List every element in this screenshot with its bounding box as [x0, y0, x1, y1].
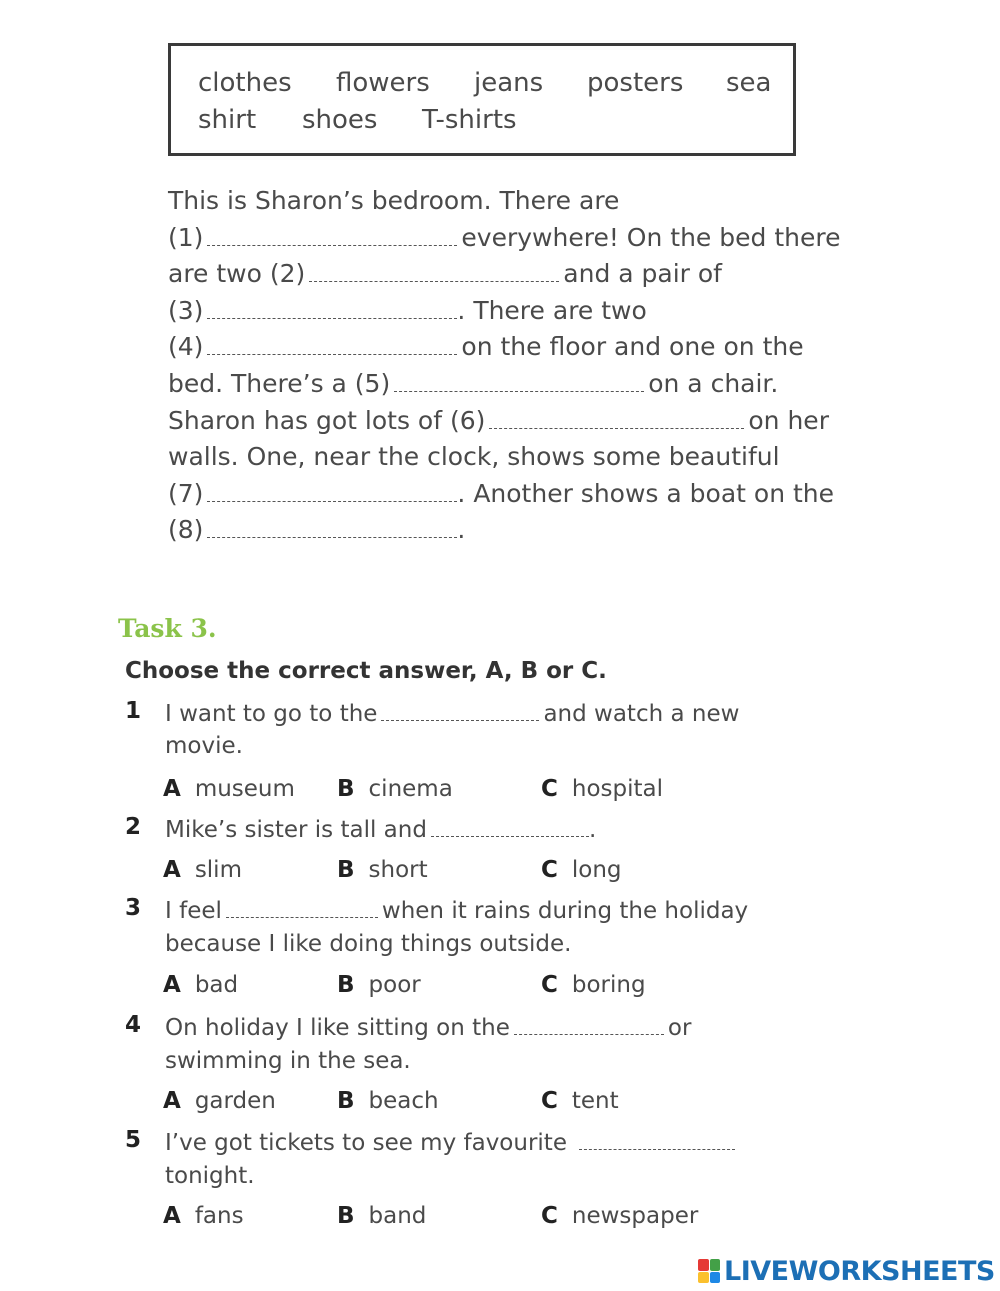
- passage-line: This is Sharon’s bedroom. There are: [168, 186, 620, 215]
- blank-5[interactable]: [394, 369, 644, 392]
- liveworksheets-logo: [698, 1254, 995, 1288]
- question-text-line-2: because I like doing things outside.: [165, 931, 572, 957]
- option-5c[interactable]: C newspaper: [541, 1203, 699, 1229]
- passage-line: (1) everywhere! On the bed there: [168, 222, 841, 252]
- word-jeans: jeans: [474, 68, 544, 98]
- answer-blank-1[interactable]: [381, 698, 539, 721]
- question-text: I’ve got tickets to see my favourite: [165, 1127, 739, 1159]
- question-number: 3: [125, 895, 142, 921]
- option-1b[interactable]: B cinema: [337, 776, 453, 802]
- option-4a[interactable]: A garden: [163, 1088, 276, 1114]
- question-number: 2: [125, 814, 142, 840]
- answer-blank-4[interactable]: [514, 1012, 664, 1035]
- logo-text: LIVEWORKSHEETS: [724, 1255, 995, 1287]
- question-text-line-2: swimming in the sea.: [165, 1048, 411, 1074]
- option-1a[interactable]: A museum: [163, 776, 295, 802]
- passage-line: are two (2) and a pair of: [168, 259, 722, 289]
- answer-blank-5[interactable]: [579, 1127, 735, 1150]
- answer-blank-3[interactable]: [226, 895, 378, 918]
- option-2a[interactable]: A slim: [163, 857, 242, 883]
- option-2b[interactable]: B short: [337, 857, 428, 883]
- passage-line: (8) .: [168, 515, 466, 545]
- blank-6[interactable]: [489, 406, 744, 429]
- word-sea: sea: [726, 68, 772, 98]
- option-3a[interactable]: A bad: [163, 972, 239, 998]
- word-posters: posters: [587, 68, 684, 98]
- passage-line: bed. There’s a (5) on a chair.: [168, 368, 779, 398]
- blank-8[interactable]: [207, 515, 457, 538]
- option-4c[interactable]: C tent: [541, 1088, 619, 1114]
- task-title: Task 3.: [118, 614, 217, 643]
- passage-line: (4) on the floor and one on the: [168, 332, 804, 362]
- question-text: I want to go to the and watch a new: [165, 698, 739, 730]
- passage-line: walls. One, near the clock, shows some beautiful: [168, 442, 780, 472]
- option-5b[interactable]: B band: [337, 1203, 427, 1229]
- passage-line: Sharon has got lots of (6) on her: [168, 405, 829, 435]
- option-2c[interactable]: C long: [541, 857, 622, 883]
- question-number: 1: [125, 698, 142, 724]
- logo-blocks-icon: [698, 1259, 720, 1283]
- word-shirt: shirt: [198, 105, 257, 135]
- word-bank-box: [168, 43, 796, 156]
- passage-line: (7) . Another shows a boat on the: [168, 478, 835, 508]
- question-text: Mike’s sister is tall and .: [165, 814, 596, 846]
- option-4b[interactable]: B beach: [337, 1088, 439, 1114]
- word-shoes: shoes: [302, 105, 378, 135]
- option-1c[interactable]: C hospital: [541, 776, 664, 802]
- passage: [168, 183, 888, 549]
- question-text-line-2: movie.: [165, 733, 243, 759]
- blank-4[interactable]: [207, 332, 457, 355]
- passage-line: (3) . There are two: [168, 295, 647, 325]
- option-5a[interactable]: A fans: [163, 1203, 244, 1229]
- option-3b[interactable]: B poor: [337, 972, 421, 998]
- word-clothes: clothes: [198, 68, 292, 98]
- word-tshirts: T-shirts: [422, 105, 517, 135]
- blank-1[interactable]: [207, 223, 457, 246]
- question-number: 4: [125, 1012, 142, 1038]
- blank-7[interactable]: [207, 479, 457, 502]
- option-3c[interactable]: C boring: [541, 972, 646, 998]
- question-text-line-2: tonight.: [165, 1163, 255, 1189]
- blank-3[interactable]: [207, 296, 457, 319]
- answer-blank-2[interactable]: [431, 814, 589, 837]
- task-instruction: Choose the correct answer, A, B or C.: [125, 658, 607, 684]
- question-number: 5: [125, 1127, 142, 1153]
- blank-2[interactable]: [309, 259, 559, 282]
- word-flowers: flowers: [336, 68, 430, 98]
- question-text: On holiday I like sitting on the or: [165, 1012, 691, 1044]
- question-text: I feel when it rains during the holiday: [165, 895, 748, 927]
